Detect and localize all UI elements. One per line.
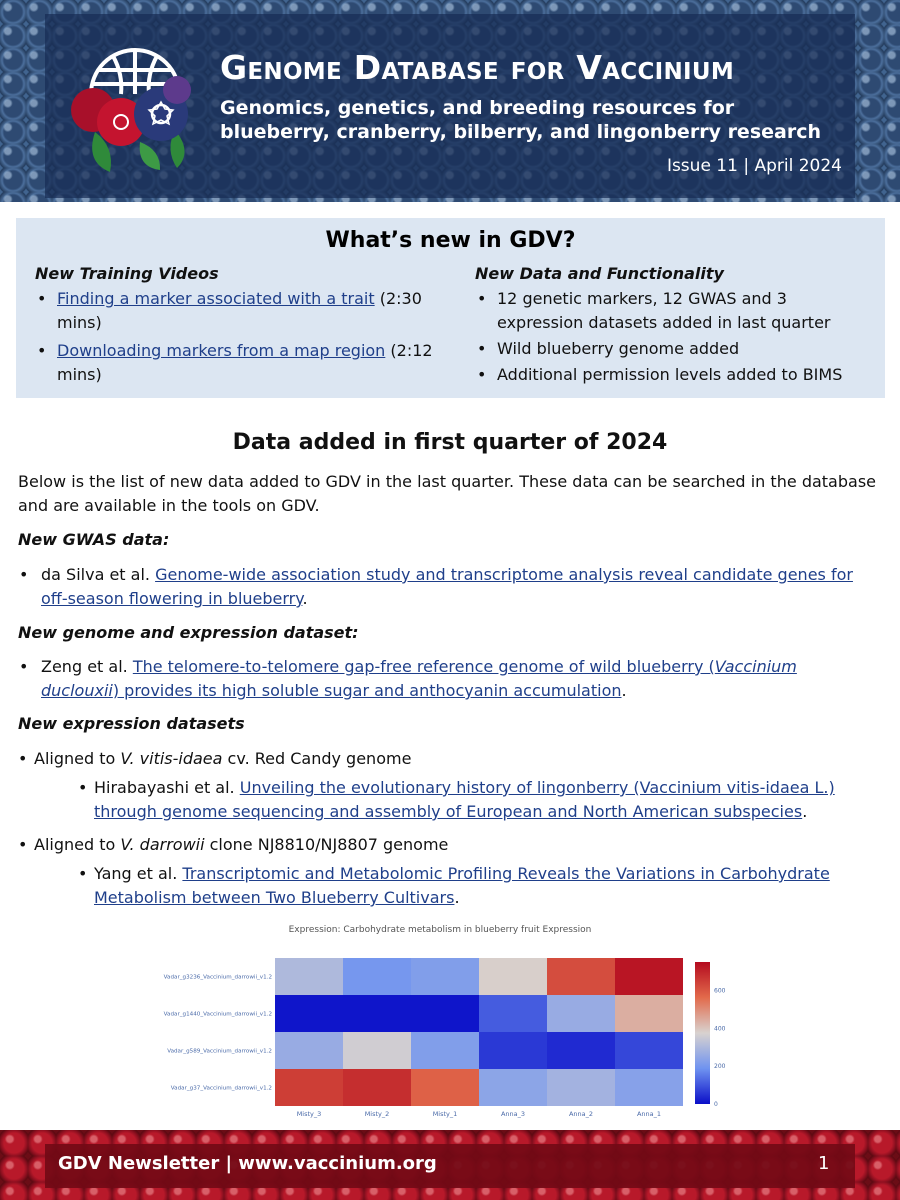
header-subtitle: Genomics, genetics, and breeding resources for blueberry, cranberry, bilberry, and lingonberry research [220,97,821,143]
gdv-logo-icon [65,22,205,172]
alignment-item: • Aligned to V. vitis-idaea cv. Red Candy genome [18,749,412,768]
heatmap-cell [411,1069,479,1106]
genome-heading: New genome and expression dataset: [18,623,359,642]
training-videos-column [35,264,445,391]
issue-label: Issue 11 | April 2024 [666,156,842,176]
heatmap-cell [343,1069,411,1106]
new-data-column [475,264,875,389]
heatmap-cell [411,995,479,1032]
heatmap-cell [547,1032,615,1069]
genome-paper-link[interactable]: The telomere-to-telomere gap-free reference genome of wild blueberry (Vaccinium duclouxii) provides its high soluble sugar and anthocyanin accumulation [41,657,797,700]
colorbar-tick-label: 200 [714,1063,726,1071]
x-tick-label: Misty_3 [296,1110,322,1118]
heatmap-cell [479,1032,547,1069]
y-tick-label: Vadar_g589_Vaccinium_darrowii_v1.2 [167,1048,272,1055]
heatmap-cell [547,958,615,995]
heatmap-cell [615,1069,683,1106]
intro-paragraph: Below is the list of new data added to GDV in the last quarter. These data can be searched in the database and are available in the tools on GDV. [18,472,876,515]
heatmap-cell [479,1069,547,1106]
heatmap-cell [615,1032,683,1069]
gwas-paper-link[interactable]: Genome-wide association study and transcriptome analysis reveal candidate genes for off-season flowering in blueberry [41,565,853,608]
y-tick-label: Vadar_g3236_Vaccinium_darrowii_v1.2 [163,974,272,981]
heatmap-cell [479,958,547,995]
chart-title: Expression: Carbohydrate metabolism in blueberry fruit Expression [288,925,592,935]
heatmap-cell [275,1069,343,1106]
heatmap-cell [411,958,479,995]
heatmap-cell [275,995,343,1032]
x-tick-label: Misty_2 [364,1110,390,1118]
y-tick-label: Vadar_g1440_Vaccinium_darrowii_v1.2 [163,1011,272,1018]
whats-new-box [16,218,885,398]
genome-entry: • Zeng et al. The telomere-to-telomere gap-free reference genome of wild blueberry (Vaccinium duclouxii) provides its high soluble sugar and anthocyanin accumulation. [19,657,797,700]
heatmap-cell [547,995,615,1032]
list-item: • Finding a marker associated with a trait (2:30 mins) [37,289,422,332]
y-tick-label: Vadar_g37_Vaccinium_darrowii_v1.2 [170,1085,272,1092]
heatmap-cell [411,1032,479,1069]
new-data-heading: New Data and Functionality [475,264,724,283]
heatmap-cell [343,1032,411,1069]
expression-entry: • Hirabayashi et al. Unveiling the evolutionary history of lingonberry (Vaccinium vitis-idaea L.) through genome sequencing and assembly of European and North American subspecies. [78,778,835,821]
alignment-item: • Aligned to V. darrowii clone NJ8810/NJ8807 genome [18,835,449,854]
x-tick-label: Anna_3 [500,1110,526,1118]
page-number: 1 [818,1153,830,1174]
footer-text: GDV Newsletter | www.vaccinium.org [58,1153,437,1174]
blueberry-paper-link[interactable]: Transcriptomic and Metabolomic Profiling Reveals the Variations in Carbohydrate Metabolism between Two Blueberry Cultivars [94,864,830,907]
colorbar-tick-label: 600 [714,987,726,995]
list-item: • Additional permission levels added to BIMS [477,365,843,384]
heatmap-cell [343,995,411,1032]
colorbar-tick-label: 0 [714,1101,718,1108]
video-link[interactable]: Downloading markers from a map region [57,341,386,360]
heatmap-cell [275,1032,343,1069]
heatmap-cell [615,958,683,995]
whats-new-title: What’s new in GDV? [325,228,576,253]
x-tick-label: Anna_2 [568,1110,594,1118]
x-tick-label: Misty_1 [432,1110,458,1118]
header-title: Genome Database for Vaccinium [220,48,735,87]
expression-entry: • Yang et al. Transcriptomic and Metabolomic Profiling Reveals the Variations in Carbohydrate Metabolism between Two Blueberry Cultivars. [78,864,830,907]
training-videos-heading: New Training Videos [35,264,219,283]
list-item: • 12 genetic markers, 12 GWAS and 3 expression datasets added in last quarter [477,289,831,332]
section-title: Data added in first quarter of 2024 [232,430,668,455]
x-tick-label: Anna_1 [636,1110,662,1118]
video-link[interactable]: Finding a marker associated with a trait [57,289,375,308]
colorbar [695,962,710,1104]
list-item: • Downloading markers from a map region (2:12 mins) [37,341,433,384]
heatmap-cell [547,1069,615,1106]
lingonberry-paper-link[interactable]: Unveiling the evolutionary history of lingonberry (Vaccinium vitis-idaea L.) through genome sequencing and assembly of European and North American subspecies [94,778,835,821]
gwas-entry: • da Silva et al. Genome-wide association study and transcriptome analysis reveal candidate genes for off-season flowering in blueberry. [19,565,853,608]
colorbar-tick-label: 400 [714,1025,726,1033]
gwas-heading: New GWAS data: [18,530,170,549]
expression-heatmap [150,918,750,1126]
heatmap-cell [479,995,547,1032]
heatmap-cell [343,958,411,995]
list-item: • Wild blueberry genome added [477,339,740,358]
heatmap-cell [615,995,683,1032]
heatmap-cell [275,958,343,995]
expression-heading: New expression datasets [18,714,245,733]
